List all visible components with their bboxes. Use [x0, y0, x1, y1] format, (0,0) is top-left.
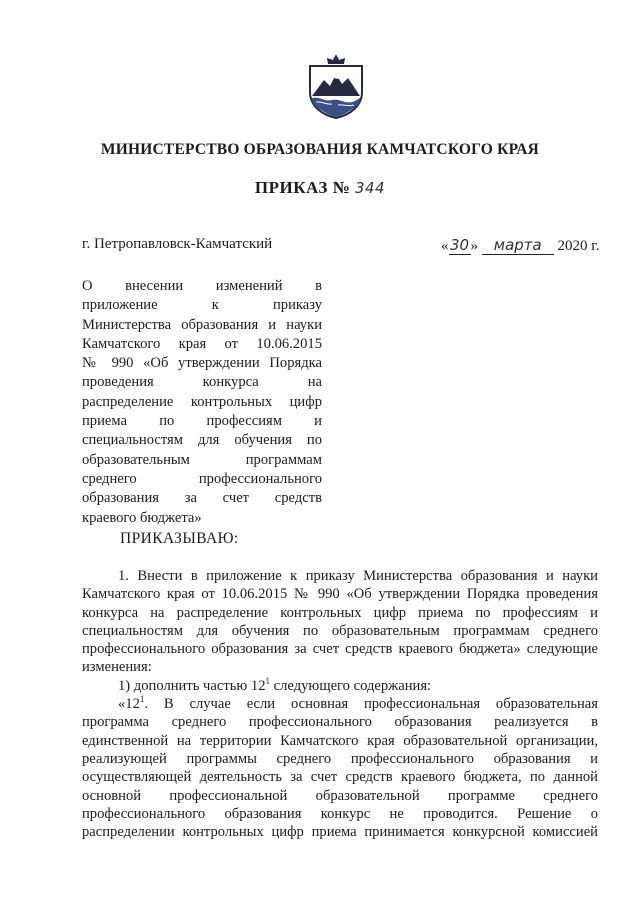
ministry-title: МИНИСТЕРСТВО ОБРАЗОВАНИЯ КАМЧАТСКОГО КРАЯ: [100, 141, 540, 158]
body-item-text: 1) дополнить частью 12: [118, 677, 266, 694]
body-line: конкурса на распределение контрольных цифр приема по профессиям и: [82, 604, 598, 621]
subject-line: проведения конкурса на: [82, 374, 322, 391]
decree-word: ПРИКАЗЫВАЮ:: [120, 530, 239, 547]
date-year: 2020 г.: [557, 238, 600, 254]
subject-line: Министерства образования и науки: [82, 316, 322, 333]
city: г. Петропавловск-Камчатский: [82, 236, 273, 252]
date-day: 30: [449, 236, 470, 254]
date-month: марта: [482, 236, 554, 255]
order-subject: [82, 277, 322, 528]
quote-number: «12: [118, 696, 140, 713]
body-line: профессионального образования конкурс не проводится. Решение о: [82, 805, 598, 822]
order-heading: [0, 178, 640, 198]
subject-line: приема по профессиям и: [82, 413, 322, 430]
body-line: профессионального образования за счет средств краевого бюджета» следующие: [82, 641, 598, 658]
subject-line: специальностям для обучения по: [82, 432, 322, 449]
body-line: реализующей программы среднего профессионального образования и: [82, 750, 598, 767]
body-item-line: [82, 677, 598, 695]
subject-line: образовательным программам: [82, 451, 322, 468]
subject-line: среднего профессионального: [82, 470, 322, 487]
subject-line: образования за счет средств: [82, 490, 322, 507]
order-date: [441, 236, 599, 255]
subject-line: приложение к приказу: [82, 297, 322, 314]
body-line: основной профессиональной образовательной программе среднего: [82, 787, 598, 804]
superscript-mark: 1: [139, 694, 145, 705]
order-number: 344: [354, 179, 386, 197]
body-line: единственной на территории Камчатского края образовательной организации,: [82, 732, 598, 749]
order-prefix: ПРИКАЗ №: [254, 178, 351, 197]
kamchatka-coat-of-arms-icon: [302, 52, 370, 120]
body-line: осуществляющей деятельность за счет средств краевого бюджета, по данной: [82, 769, 598, 786]
body-line: изменения:: [82, 659, 152, 676]
body-quote-line: [82, 695, 598, 713]
date-open-quote: «: [441, 238, 449, 254]
body-line: Камчатского края от 10.06.2015 № 990 «Об утверждении Порядка проведения: [82, 586, 598, 603]
subject-line: О внесении изменений в: [82, 278, 322, 294]
body-line: 1. Внести в приложение к приказу Министерства образования и науки: [118, 568, 598, 584]
date-close-quote: »: [470, 238, 478, 254]
superscript-mark: 1: [265, 675, 270, 686]
subject-line: Камчатского края от 10.06.2015: [82, 335, 322, 352]
quote-text: . В случае если основная профессиональная образовательная: [144, 696, 598, 713]
body-item-text-end: следующего содержания:: [273, 677, 432, 694]
body-line: распределении контрольных цифр приема принимается конкурсной комиссией: [82, 824, 598, 841]
order-body: [82, 567, 598, 841]
body-line: программа среднего профессионального образования реализуется в: [82, 714, 598, 731]
body-line: специальностям для обучения по образовательным программам среднего: [82, 622, 598, 639]
subject-line: № 990 «Об утверждении Порядка: [82, 355, 322, 372]
subject-line: распределение контрольных цифр: [82, 393, 322, 410]
subject-line: краевого бюджета»: [82, 509, 202, 526]
